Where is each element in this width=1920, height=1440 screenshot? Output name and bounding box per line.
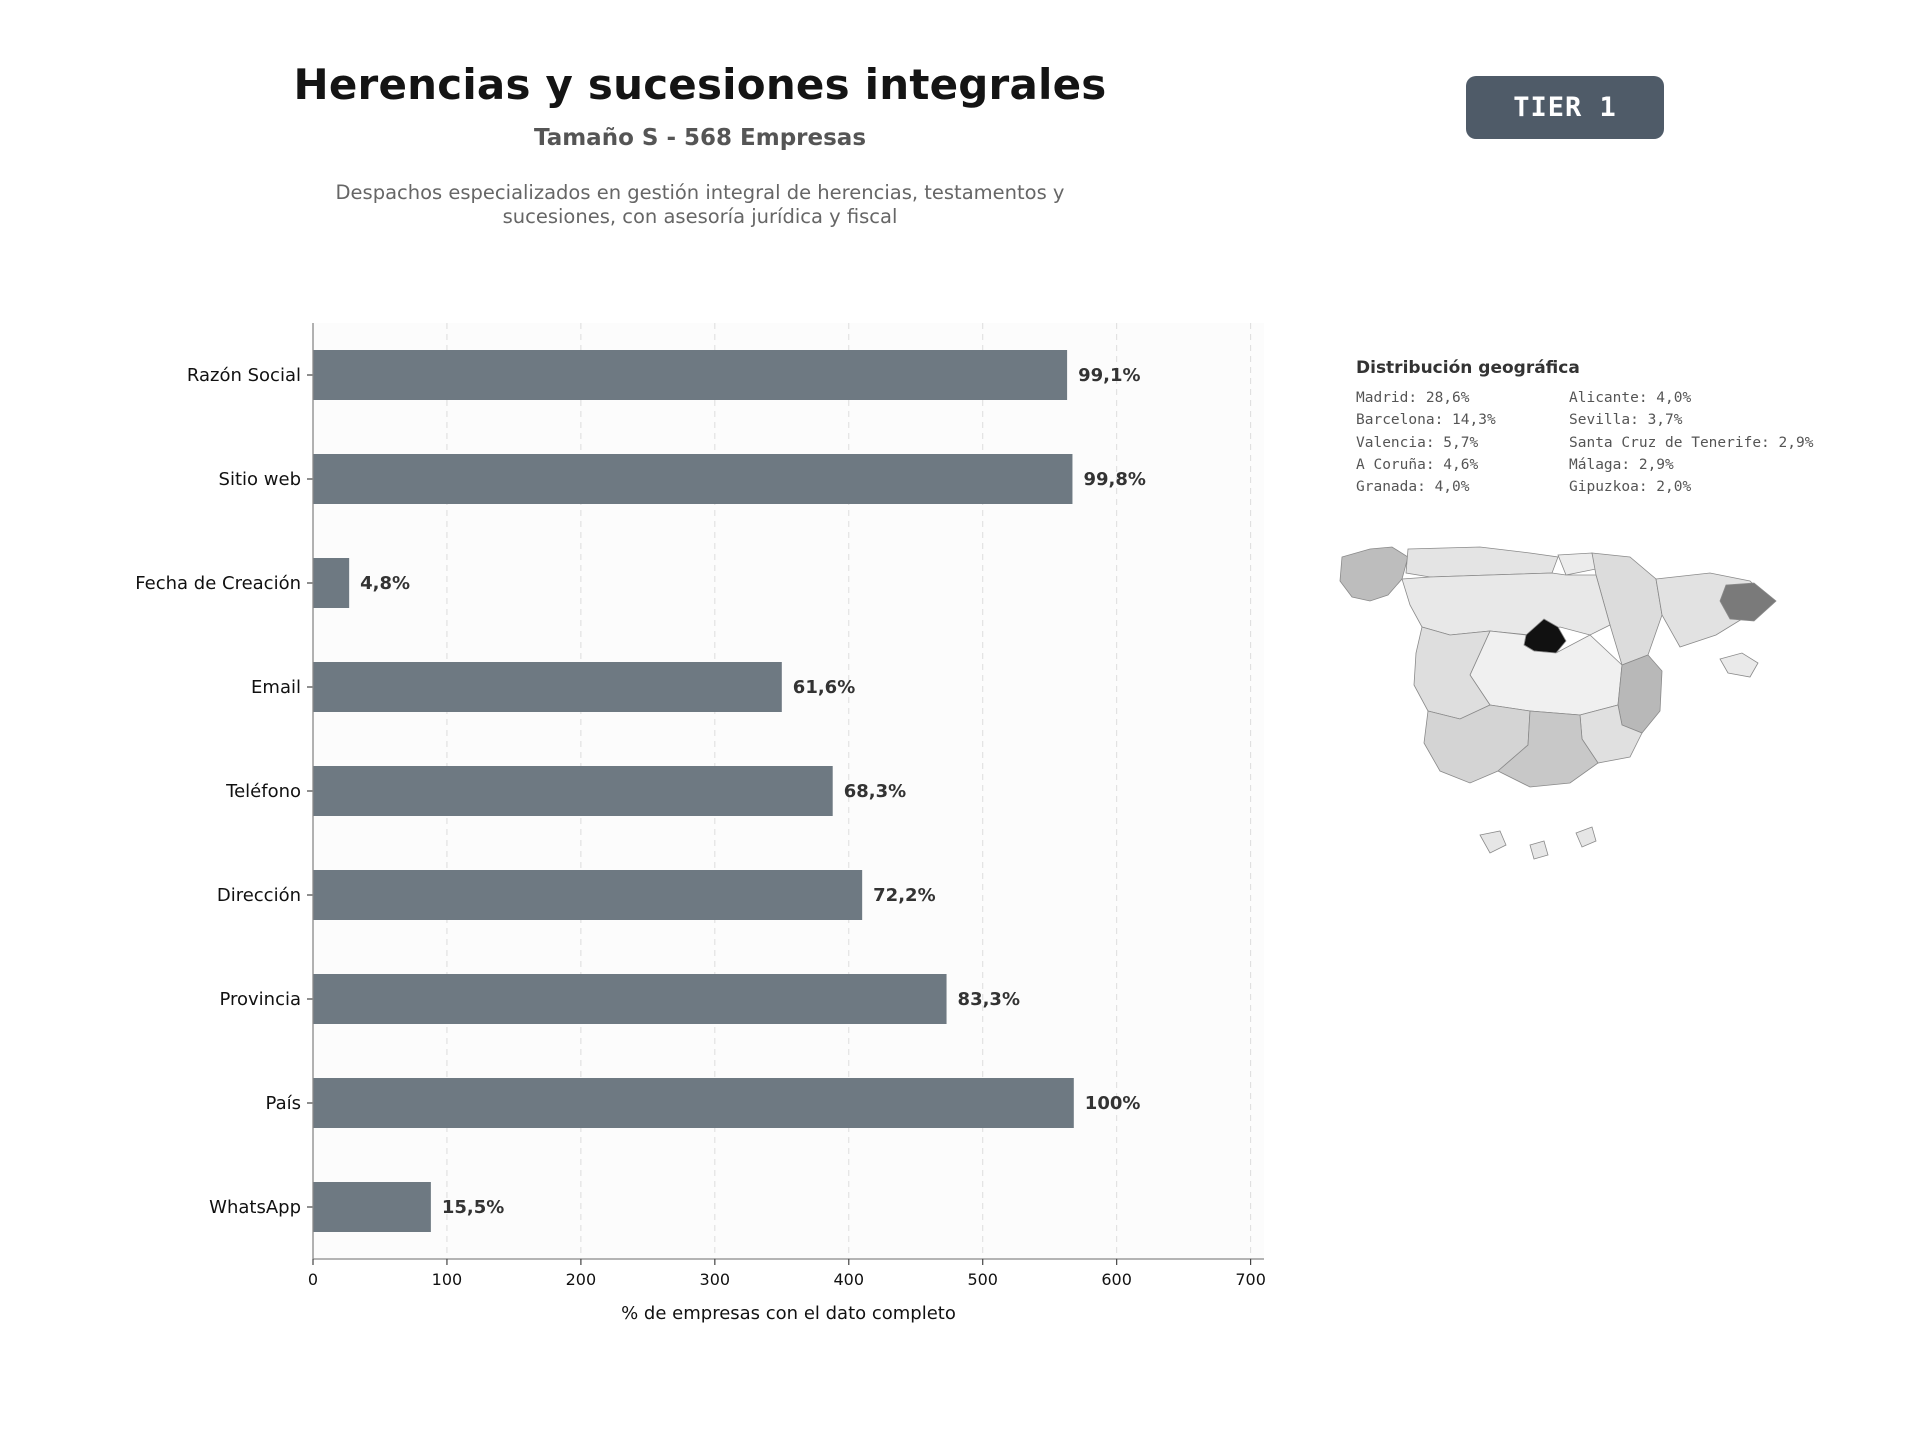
y-tick-label: Teléfono bbox=[226, 781, 301, 802]
bar bbox=[313, 454, 1072, 504]
x-tick-label: 500 bbox=[967, 1270, 998, 1289]
geo-item: Santa Cruz de Tenerife: 2,9% bbox=[1569, 434, 1814, 451]
y-tick-label: Dirección bbox=[216, 885, 301, 906]
geo-item: Gipuzkoa: 2,0% bbox=[1569, 479, 1692, 496]
x-tick-label: 400 bbox=[833, 1270, 865, 1289]
bar bbox=[313, 766, 833, 816]
y-tick-label: Fecha de Creación bbox=[135, 573, 301, 594]
y-tick-label: Sitio web bbox=[218, 469, 301, 490]
x-tick-label: 700 bbox=[1235, 1270, 1266, 1289]
y-tick-label: Razón Social bbox=[186, 365, 301, 386]
bar bbox=[313, 870, 862, 920]
map-region-castilla-leon bbox=[1402, 573, 1610, 635]
x-tick-label: 300 bbox=[699, 1270, 731, 1289]
data-label: 100% bbox=[1084, 1093, 1141, 1114]
map-region-valencia bbox=[1618, 655, 1662, 733]
x-tick-label: 200 bbox=[565, 1270, 597, 1289]
y-tick-label: Provincia bbox=[219, 989, 301, 1010]
geo-list bbox=[1356, 390, 1896, 495]
y-tick-label: WhatsApp bbox=[209, 1197, 301, 1218]
map-region-barcelona bbox=[1720, 583, 1776, 621]
page-title: Herencias y sucesiones integrales bbox=[293, 60, 1107, 109]
geo-distribution bbox=[1356, 358, 1896, 495]
geo-item: Sevilla: 3,7% bbox=[1569, 412, 1683, 429]
data-label: 4,8% bbox=[360, 573, 411, 594]
tier-badge: TIER 1 bbox=[1466, 76, 1664, 139]
geo-item: A Coruña: 4,6% bbox=[1356, 456, 1479, 473]
data-label: 15,5% bbox=[441, 1197, 505, 1218]
map-region-asturias-cantabria bbox=[1406, 547, 1558, 577]
map-region-canary-islands bbox=[1480, 827, 1596, 859]
y-tick-label: País bbox=[265, 1093, 301, 1114]
map-region-balearic bbox=[1720, 653, 1758, 677]
geo-item: Madrid: 28,6% bbox=[1356, 390, 1470, 406]
geo-item: Alicante: 4,0% bbox=[1569, 390, 1692, 406]
x-tick-label: 100 bbox=[431, 1270, 463, 1289]
bar bbox=[313, 350, 1067, 400]
data-label: 99,8% bbox=[1083, 469, 1146, 490]
map-region-galicia bbox=[1340, 547, 1408, 601]
data-label: 83,3% bbox=[957, 989, 1021, 1010]
page-subtitle: Tamaño S - 568 Empresas bbox=[533, 125, 867, 151]
geo-item: Málaga: 2,9% bbox=[1569, 456, 1674, 473]
data-label: 99,1% bbox=[1078, 365, 1141, 386]
page-description: Despachos especializados en gestión integral de herencias, testamentos y sucesiones, con asesoría jurídica y fiscal bbox=[335, 181, 1065, 228]
y-tick-label: Email bbox=[251, 677, 301, 698]
data-label: 61,6% bbox=[792, 677, 856, 698]
geo-item: Granada: 4,0% bbox=[1356, 479, 1470, 496]
x-axis-label: % de empresas con el dato completo bbox=[621, 1303, 956, 1324]
data-label: 68,3% bbox=[843, 781, 907, 802]
geo-item: Valencia: 5,7% bbox=[1356, 434, 1479, 451]
map-region-basque bbox=[1558, 553, 1596, 575]
bar bbox=[313, 1078, 1074, 1128]
bar bbox=[313, 662, 782, 712]
bar bbox=[313, 558, 349, 608]
geo-item: Barcelona: 14,3% bbox=[1356, 412, 1496, 429]
bar bbox=[313, 974, 947, 1024]
x-tick-label: 0 bbox=[307, 1270, 319, 1289]
data-label: 72,2% bbox=[873, 885, 936, 906]
x-tick-label: 600 bbox=[1101, 1270, 1132, 1289]
geo-title: Distribución geográfica bbox=[1356, 358, 1580, 378]
bar bbox=[313, 1182, 431, 1232]
spain-map bbox=[1330, 535, 1850, 905]
